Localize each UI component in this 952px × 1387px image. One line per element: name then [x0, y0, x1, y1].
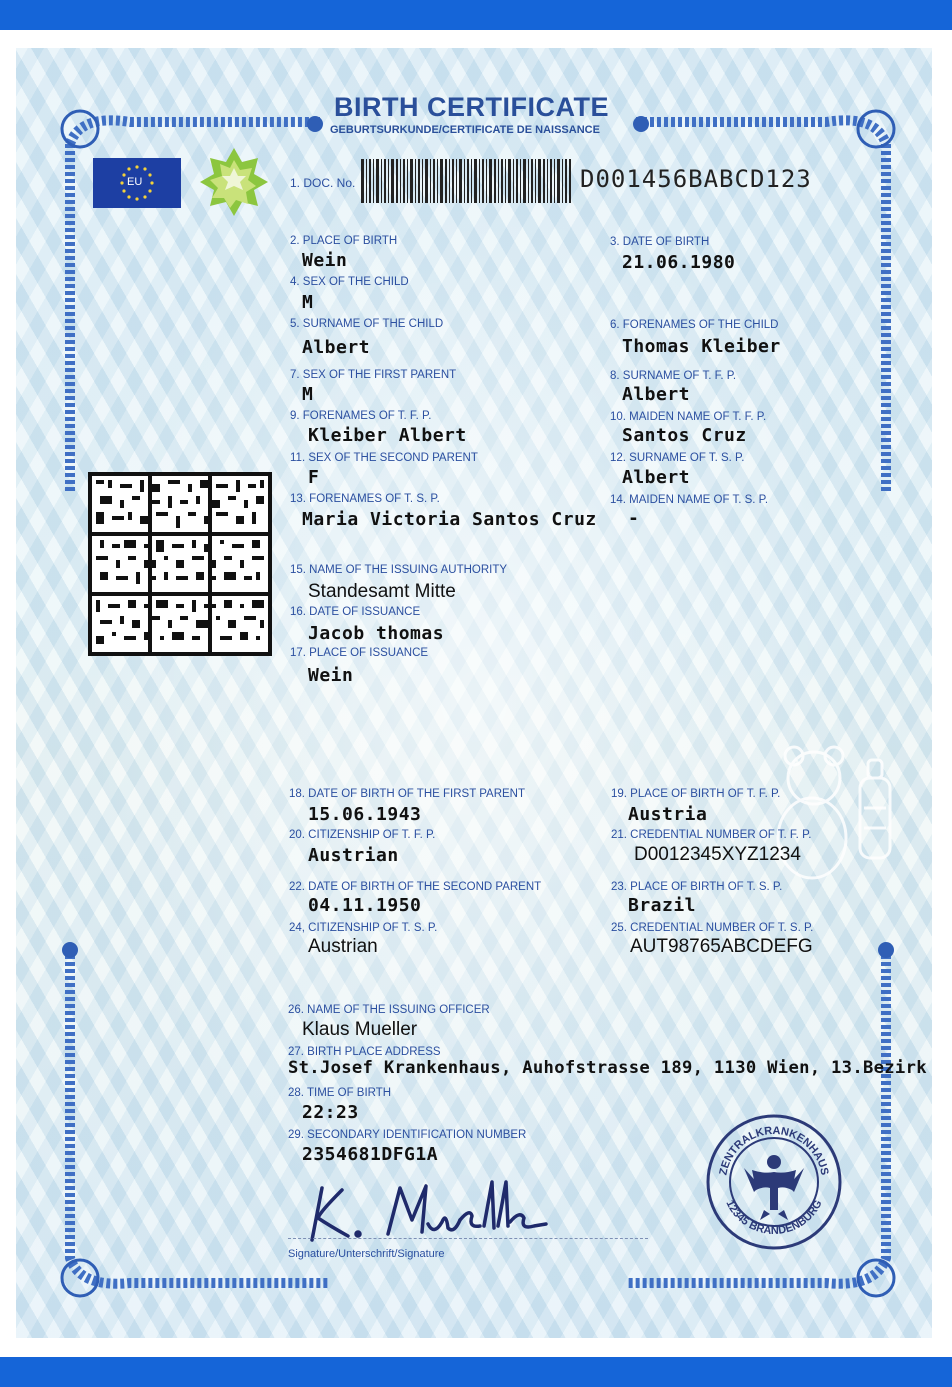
eu-label: EU [127, 176, 143, 188]
signature-label: Signature/Unterschrift/Signature [288, 1248, 445, 1260]
maiden-name-tsp-label: 14. MAIDEN NAME OF T. S. P. [610, 494, 769, 506]
maiden-name-tfp-value: Santos Cruz [622, 425, 747, 446]
date-of-issuance-value: Jacob thomas [308, 623, 445, 644]
issuing-authority-value: Standesamt Mitte [308, 581, 456, 602]
date-of-birth-label: 3. DATE OF BIRTH [610, 236, 710, 248]
document-subtitle: GEBURTSURKUNDE/CERTIFICATE DE NAISSANCE [330, 124, 600, 136]
place-of-birth-label: 2. PLACE OF BIRTH [290, 235, 398, 247]
birth-place-address-label: 27. BIRTH PLACE ADDRESS [288, 1046, 441, 1058]
eu-flag-icon [93, 158, 181, 208]
forenames-tsp-label: 13. FORENAMES OF T. S. P. [290, 493, 440, 505]
maiden-name-tfp-label: 10. MAIDEN NAME OF T. F. P. [610, 411, 767, 423]
place-of-issuance-value: Wein [308, 665, 354, 686]
document-title: BIRTH CERTIFICATE [334, 92, 609, 122]
signature-line [288, 1238, 648, 1239]
surname-tfp-value: Albert [622, 384, 691, 405]
time-of-birth-value: 22:23 [302, 1102, 359, 1123]
official-seal-stamp [704, 1112, 844, 1252]
handwritten-signature [300, 1168, 550, 1248]
dob-first-parent-value: 15.06.1943 [308, 804, 422, 825]
certificate [16, 48, 932, 1338]
surname-tfp-label: 8. SURNAME OF T. F. P. [610, 370, 737, 382]
surname-of-child-value: Albert [302, 337, 371, 358]
time-of-birth-label: 28. TIME OF BIRTH [288, 1087, 392, 1099]
date-of-birth-value: 21.06.1980 [622, 252, 736, 273]
ornament-bottom-left-icon [40, 938, 340, 1318]
dob-second-parent-label: 22. DATE OF BIRTH OF THE SECOND PARENT [289, 881, 542, 893]
credential-tsp-label: 25. CREDENTIAL NUMBER OF T. S. P. [611, 922, 814, 934]
forenames-of-child-value: Thomas Kleiber [622, 336, 781, 357]
secondary-id-value: 2354681DFG1A [302, 1144, 439, 1165]
qr-code-icon [88, 472, 272, 656]
place-of-birth-value: Wein [302, 250, 348, 271]
credential-tsp-value: AUT98765ABCDEFG [630, 936, 813, 957]
sex-of-first-parent-value: M [302, 384, 314, 405]
pob-tsp-label: 23. PLACE OF BIRTH OF T. S. P. [611, 881, 783, 893]
dob-first-parent-label: 18. DATE OF BIRTH OF THE FIRST PARENT [289, 788, 525, 800]
forenames-of-child-label: 6. FORENAMES OF THE CHILD [610, 319, 779, 331]
svg-text:ZENTRALKRANKENHAUS: ZENTRALKRANKENHAUS [717, 1124, 831, 1177]
pob-tfp-value: Austria [628, 804, 708, 825]
issuing-officer-label: 26. NAME OF THE ISSUING OFFICER [288, 1004, 490, 1016]
top-frame-bar [0, 0, 952, 30]
citizenship-tfp-label: 20. CITIZENSHIP OF T. F. P. [289, 829, 436, 841]
maiden-name-tsp-value: - [628, 508, 640, 529]
barcode-icon [361, 159, 571, 203]
credential-tfp-label: 21. CREDENTIAL NUMBER OF T. F. P. [611, 829, 812, 841]
star-emblem-icon [198, 146, 270, 218]
citizenship-tsp-label: 24, CITIZENSHIP OF T. S. P. [289, 922, 438, 934]
document-page [0, 30, 952, 1357]
ornament-top-left-icon [40, 84, 330, 504]
teddy-bear-watermark-icon [764, 738, 904, 898]
birth-place-address-value: St.Josef Krankenhaus, Auhofstrasse 189, 1130 Wien, 13.Bezirk [288, 1058, 927, 1078]
sex-of-child-value: M [302, 292, 314, 313]
pob-tfp-label: 19. PLACE OF BIRTH OF T. F. P. [611, 788, 781, 800]
forenames-tsp-value: Maria Victoria Santos Cruz [302, 509, 597, 530]
svg-text:12345 BRANDENBURG: 12345 BRANDENBURG [723, 1198, 825, 1238]
place-of-issuance-label: 17. PLACE OF ISSUANCE [290, 647, 429, 659]
date-of-issuance-label: 16. DATE OF ISSUANCE [290, 606, 421, 618]
doc-number-value: D001456BABCD123 [580, 165, 812, 193]
pob-tsp-value: Brazil [628, 895, 697, 916]
surname-of-child-label: 5. SURNAME OF THE CHILD [290, 318, 444, 330]
sex-of-first-parent-label: 7. SEX OF THE FIRST PARENT [290, 369, 457, 381]
doc-number-label: 1. DOC. No. [290, 176, 356, 190]
surname-tsp-value: Albert [622, 467, 691, 488]
sex-of-child-label: 4. SEX OF THE CHILD [290, 276, 409, 288]
bottom-frame-bar [0, 1357, 952, 1387]
citizenship-tsp-value: Austrian [308, 936, 378, 957]
forenames-tfp-value: Kleiber Albert [308, 425, 467, 446]
issuing-officer-value: Klaus Mueller [302, 1019, 418, 1040]
citizenship-tfp-value: Austrian [308, 845, 399, 866]
dob-second-parent-value: 04.11.1950 [308, 895, 422, 916]
sex-of-second-parent-label: 11. SEX OF THE SECOND PARENT [290, 452, 478, 464]
secondary-id-label: 29. SECONDARY IDENTIFICATION NUMBER [288, 1129, 527, 1141]
issuing-authority-label: 15. NAME OF THE ISSUING AUTHORITY [290, 564, 508, 576]
forenames-tfp-label: 9. FORENAMES OF T. F. P. [290, 410, 432, 422]
sex-of-second-parent-value: F [308, 467, 320, 488]
surname-tsp-label: 12. SURNAME OF T. S. P. [610, 452, 745, 464]
credential-tfp-value: D0012345XYZ1234 [634, 844, 801, 865]
